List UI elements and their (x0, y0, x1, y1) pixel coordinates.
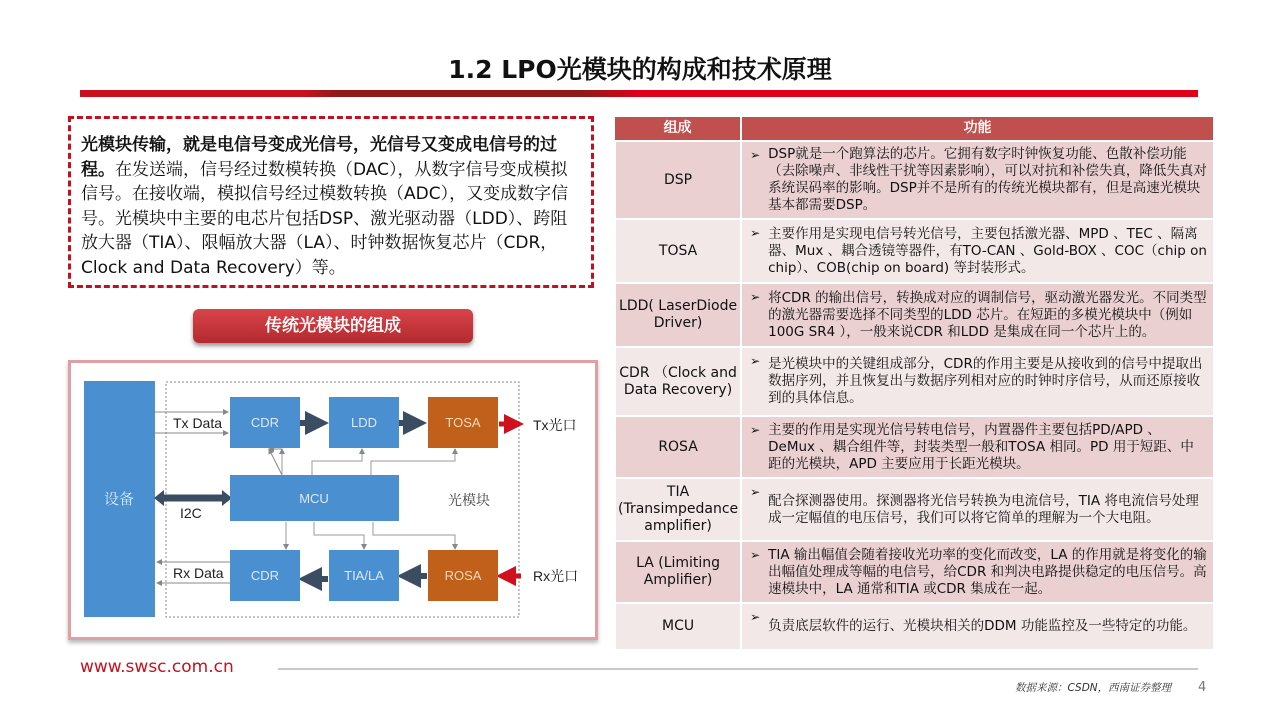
device-label: 设备 (103, 491, 135, 508)
module-label: 光模块 (448, 492, 490, 508)
tx-port-label: Tx光口 (533, 417, 577, 433)
component-desc: ➢ TIA 输出幅值会随着接收光功率的变化而改变，LA 的作用就是将变化的输出幅值处理成等幅的电信号，给CDR 和判决电路提供稳定的电压信号。高速模块中，LA 通常和TIA 或CDR 集成在一起。 (741, 541, 1214, 603)
component-desc: ➢ 配合探测器使用。探测器将光信号转换为电流信号，TIA 将电流信号处理成一定幅值的电压信号，我们可以将它简单的理解为一个大电阻。 (741, 478, 1214, 541)
footer-divider (278, 668, 1198, 670)
mcu-block: MCU (299, 491, 329, 506)
component-desc: ➢ 负责底层软件的运行、光模块相关的DDM 功能监控及一些特定的功能。 (741, 603, 1214, 650)
rx-port-label: Rx光口 (533, 568, 579, 584)
component-desc: ➢ 主要的作用是实现光信号转电信号，内置器件主要包括PD/APD 、DeMux 、耦合组件等，封装类型一般和TOSA 相同。PD 用于短距、中距的光模块，APD 主要应用于长距光模块。 (741, 416, 1214, 478)
component-name: ROSA (615, 416, 741, 478)
component-desc: ➢ 主要作用是实现电信号转光信号，主要包括激光器、MPD 、TEC 、隔离器、Mux 、耦合透镜等器件，有TO-CAN 、Gold-BOX 、COC（chip on chip）、COB(chip on board) 等封装形式。 (741, 219, 1214, 283)
i2c-label: I2C (180, 505, 202, 521)
tx-data-label: Tx Data (173, 415, 223, 431)
intro-box (68, 116, 594, 288)
component-table (614, 117, 1215, 651)
page-number: 4 (1198, 680, 1207, 695)
table-row (615, 347, 1214, 416)
data-source: 数据来源：CSDN，西南证券整理 (1015, 682, 1172, 694)
intro-text: 在发送端，信号经过数模转换（DAC），从数字信号变成模拟信号。在接收端，模拟信号经过模数转换（ADC），又变成数字信号。光模块中主要的电芯片包括DSP、激光驱动器（LDD）、跨阻放大器（TIA）、限幅放大器（LA）、时钟数据恢复芯片（CDR，Clock and Data Recovery）等。 (81, 159, 569, 278)
module-diagram (68, 360, 598, 640)
table-row (615, 141, 1214, 219)
table-row (615, 283, 1214, 347)
component-desc: ➢ 是光模块中的关键组成部分，CDR的作用主要是从接收到的信号中提取出数据序列，并且恢复出与数据序列相对应的时钟时序信号，从而还原接收到的具体信息。 (741, 347, 1214, 416)
col-header-component: 组成 (615, 117, 741, 141)
component-name: DSP (615, 141, 741, 219)
table-row (615, 478, 1214, 541)
intro-bold: 光模块传输，就是电信号变成光信号，光信号又变成电信号的过程。 (81, 135, 557, 180)
title-underline (80, 90, 1198, 97)
component-name: TIA (Transimpedance amplifier) (615, 478, 741, 541)
component-name: CDR （Clock and Data Recovery) (615, 347, 741, 416)
component-name: TOSA (615, 219, 741, 283)
table-row (615, 541, 1214, 603)
component-name: LDD( LaserDiode Driver) (615, 283, 741, 347)
component-desc: ➢ 将CDR 的输出信号，转换成对应的调制信号，驱动激光器发光。不同类型的激光器需要选择不同类型的LDD 芯片。在短距的多模光模块中（例如100G SR4 ），一般来说CDR 和LDD 是集成在同一个芯片上的。 (741, 283, 1214, 347)
tosa-block: TOSA (445, 415, 481, 430)
page-title: 1.2 LPO光模块的构成和技术原理 (448, 55, 832, 84)
tx-cdr-block: CDR (250, 415, 280, 430)
table-row (615, 219, 1214, 283)
rx-data-label: Rx Data (173, 565, 224, 581)
tia-la-block: TIA/LA (344, 568, 384, 583)
rx-cdr-block: CDR (250, 568, 280, 583)
component-name: LA (Limiting Amplifier) (615, 541, 741, 603)
table-row (615, 603, 1214, 650)
ldd-block: LDD (350, 415, 378, 430)
table-row (615, 416, 1214, 478)
component-name: MCU (615, 603, 741, 650)
col-header-function: 功能 (741, 117, 1214, 141)
component-desc: ➢ DSP就是一个跑算法的芯片。它拥有数字时钟恢复功能、色散补偿功能（去除噪声、非线性干扰等因素影响），可以对抗和补偿失真，降低失真对系统误码率的影响。DSP并不是所有的传统光模块都有，但是高速光模块基本都需要DSP。 (741, 141, 1214, 219)
website-link[interactable]: www.swsc.com.cn (80, 657, 234, 677)
diagram-title-banner: 传统光模块的组成 (193, 309, 473, 343)
rosa-block: ROSA (444, 568, 482, 583)
